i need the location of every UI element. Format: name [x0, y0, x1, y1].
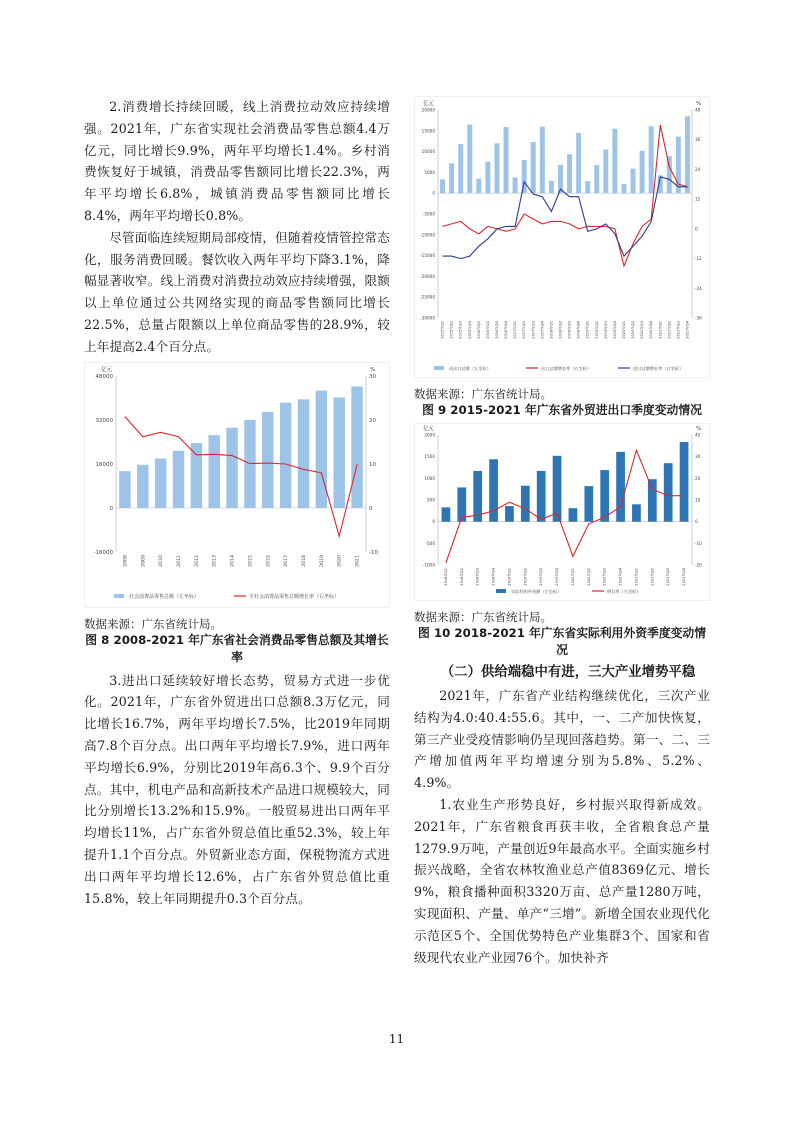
- fig10-x-tick: 2019年Q4: [555, 568, 560, 586]
- fig9-x-tick: 2020年Q4: [649, 321, 654, 339]
- fig10-x-tick: 2020年Q3: [602, 568, 607, 586]
- fig8-x-tick: 2011: [177, 554, 182, 567]
- fig8-x-tick: 2008: [123, 554, 129, 567]
- fig10-x-tick: 2020年Q4: [618, 568, 623, 586]
- fig10-bar: [648, 479, 657, 521]
- fig10-bar: [664, 463, 673, 522]
- fig9-x-tick: 2017年Q4: [540, 321, 545, 339]
- fig9-left-tick: 15000: [421, 128, 435, 134]
- fig9-left-tick: -10000: [420, 232, 435, 238]
- fig10-right-tick: 20: [695, 475, 701, 481]
- fig9-x-tick: 2019年Q2: [594, 321, 599, 339]
- fig10-x-tick: 2019年Q1: [507, 568, 512, 586]
- fig8-left-tick: 0: [109, 505, 113, 512]
- fig9-right-tick: -36: [695, 315, 702, 321]
- figure-9: [414, 96, 710, 382]
- left-column: [84, 96, 390, 909]
- fig8-caption: 图 8 2008-2021 年广东省社会消费品零售总额及其增长率: [85, 632, 389, 664]
- fig10-x-tick: 2018年Q3: [475, 568, 480, 586]
- fig10-left-unit: 亿元: [422, 426, 434, 432]
- fig10-bar: [600, 470, 609, 522]
- paragraph-industry-structure: 2021年，广东省产业结构继续优化，三次产业结构为4.0:40.4:55.6。其中，一、二产加快恢复，第三产业受疫情影响仍呈现回落趋势。第一、二、三产增加值两年平均增速分别为5.8%、5.2%、4.9%。: [414, 688, 710, 791]
- fig10-right-tick: -10: [695, 540, 702, 546]
- fig9-bar: [494, 143, 499, 193]
- fig9-x-tick: 2021年Q2: [667, 321, 672, 339]
- fig8-left-tick: 16000: [95, 461, 113, 468]
- fig10-bar: [505, 506, 514, 522]
- fig10-x-tick: 2018年Q2: [459, 568, 464, 586]
- fig9-source: 数据来源：广东省统计局。: [414, 387, 552, 401]
- fig10-left-tick: 0: [432, 519, 435, 525]
- fig10-left-tick: 500: [427, 497, 435, 503]
- fig9-bar: [667, 156, 672, 193]
- fig9-left-tick: 5000: [424, 169, 435, 175]
- fig10-chart: [414, 423, 710, 601]
- fig9-legend-label: 出口总额增长率（右坐标）: [541, 366, 592, 371]
- fig8-x-tick: 2017: [284, 554, 290, 567]
- fig10-legend-label: 实际利用外资额（左坐标）: [511, 589, 562, 594]
- fig8-legend-swatch: [114, 594, 124, 598]
- fig10-x-tick: 2019年Q3: [539, 568, 544, 586]
- fig9-bar: [504, 127, 509, 193]
- fig9-chart: [414, 96, 710, 378]
- fig8-x-tick: 2013: [212, 554, 218, 567]
- fig10-x-tick: 2019年Q2: [523, 568, 528, 586]
- fig10-bar: [442, 507, 451, 521]
- fig9-x-tick: 2021年Q1: [658, 321, 663, 339]
- fig9-x-tick: 2018年Q3: [567, 321, 572, 339]
- fig9-right-tick: -12: [695, 256, 702, 262]
- fig8-bar: [191, 443, 202, 508]
- paragraph-consumption: 2.消费增长持续回暖，线上消费拉动效应持续增强。2021年，广东省实现社会消费品零售总额4.4万亿元，同比增长9.9%，两年平均增长1.4%。乡村消费恢复好于城镇，消费品零售额同比增长22.3%，两年平均增长6.8%，城镇消费品零售额同比增长8.4%，两年平均增长0.8%。: [84, 99, 390, 223]
- fig8-bar: [155, 458, 166, 508]
- fig10-bar: [584, 486, 593, 522]
- fig8-source: 数据来源：广东省统计局。: [84, 616, 222, 631]
- fig10-bar: [489, 459, 498, 521]
- fig8-x-tick: 2010: [159, 554, 165, 567]
- fig10-x-tick: 2021年Q1: [634, 568, 639, 586]
- fig9-bar: [485, 162, 490, 194]
- fig9-legend-label: 进出口总额（左坐标）: [449, 366, 491, 371]
- fig9-x-tick: 2019年Q4: [612, 321, 617, 339]
- fig9-x-tick: 2020年Q3: [640, 321, 645, 339]
- fig8-right-tick: 20: [369, 417, 376, 424]
- fig10-x-tick: 2020年Q2: [586, 568, 591, 586]
- fig8-right-tick: 0: [369, 505, 373, 512]
- fig8-bar: [209, 435, 220, 508]
- fig9-bar: [467, 125, 472, 194]
- fig8-bar: [262, 412, 273, 508]
- fig9-left-tick: -20000: [420, 273, 435, 279]
- fig10-legend-swatch: [496, 589, 506, 593]
- fig8-bar: [137, 464, 148, 507]
- fig9-left-tick: -30000: [420, 315, 435, 321]
- fig9-x-tick: 2016年Q3: [494, 321, 499, 339]
- fig9-bar: [449, 163, 454, 193]
- fig9-left-tick: 20000: [421, 107, 435, 113]
- fig8-bar: [316, 390, 327, 507]
- fig9-left-tick: -15000: [420, 253, 435, 259]
- fig8-right-tick: 30: [369, 373, 376, 380]
- fig9-bar: [531, 142, 536, 193]
- fig9-left-tick: -25000: [420, 294, 435, 300]
- fig8-right-tick: -10: [369, 549, 378, 556]
- fig10-x-tick: 2021年Q2: [650, 568, 655, 586]
- fig9-x-tick: 2021年Q4: [685, 321, 690, 339]
- paragraph-agriculture: 1.农业生产形势良好，乡村振兴取得新成效。2021年，广东省粮食再获丰收，全省粮食总产量1279.9万吨，产量创近9年最高水平。全面实施乡村振兴战略，全省农林牧渔业总产值8369亿元、增长9%，粮食播种面积3320万亩、总产量1280万吨，实现面积、产量、单产“三增”。新增全国农业现代化示范区5个、全国优势特色产业集群3个、国家和省级现代农业产业园76个。加快补齐: [414, 796, 710, 965]
- fig10-right-tick: 0: [695, 519, 698, 525]
- fig9-bar: [549, 181, 554, 193]
- fig10-source: 数据来源：广东省统计局。: [414, 610, 552, 624]
- fig9-legend-swatch: [434, 366, 444, 370]
- fig9-x-tick: 2016年Q2: [485, 321, 490, 339]
- fig8-chart: [84, 362, 390, 608]
- fig9-x-tick: 2019年Q1: [585, 321, 590, 339]
- fig8-x-tick: 2014: [230, 554, 236, 567]
- fig10-bar: [537, 471, 546, 522]
- fig8-x-tick: 2009: [141, 554, 147, 567]
- fig10-left-tick: 1500: [424, 454, 435, 460]
- fig9-x-tick: 2015年Q3: [458, 321, 463, 339]
- fig8-bar: [298, 399, 309, 508]
- fig10-left-tick: 1000: [424, 475, 435, 481]
- fig9-bar: [649, 126, 654, 193]
- fig9-bar: [540, 127, 545, 194]
- fig8-x-tick: 2016: [266, 554, 272, 567]
- fig10-left-tick: -500: [425, 540, 435, 546]
- fig8-left-tick: -16000: [93, 549, 113, 556]
- fig10-legend-label: 增长率（右坐标）: [607, 589, 641, 594]
- fig10-left-tick: 2000: [424, 432, 435, 438]
- fig8-left-tick: 32000: [95, 417, 113, 424]
- fig9-bar: [603, 150, 608, 194]
- fig9-x-tick: 2018年Q1: [549, 321, 554, 339]
- fig9-x-tick: 2021年Q3: [676, 321, 681, 339]
- fig8-legend-label: 全社会消费品零售总额增长率（右坐标）: [249, 593, 340, 600]
- paragraph-service-consumption: 尽管面临连续短期局部疫情，但随着疫情管控常态化，服务消费回暖。餐饮收入两年平均下降3.1%，降幅显著收窄。线上消费对消费拉动效应持续增强，限额以上单位通过公共网络实现的商品零售额同比增长22.5%，总量占限额以上单位商品零售的28.9%，较上年提高2.4个百分点。: [84, 229, 390, 354]
- fig9-x-tick: 2019年Q3: [603, 321, 608, 339]
- fig9-bar: [576, 133, 581, 193]
- fig9-left-tick: 0: [432, 190, 435, 196]
- fig9-bar: [476, 179, 481, 194]
- fig10-bar: [553, 456, 562, 522]
- fig8-x-tick: 2018: [302, 554, 307, 567]
- fig10-x-tick: 2018年Q4: [491, 568, 496, 586]
- fig10-right-unit: %: [696, 426, 702, 432]
- fig8-bar: [351, 386, 362, 508]
- fig9-right-tick: 12: [695, 196, 701, 202]
- fig9-x-tick: 2016年Q1: [476, 321, 481, 339]
- fig9-bar: [621, 184, 626, 193]
- fig10-bar: [616, 452, 625, 522]
- fig9-x-tick: 2020年Q2: [631, 321, 636, 339]
- fig9-right-unit: %: [696, 101, 702, 107]
- fig9-bar: [458, 144, 463, 193]
- fig8-x-tick: 2021: [355, 554, 361, 567]
- fig8-bar: [226, 427, 237, 507]
- fig8-x-tick: 2015: [248, 554, 254, 567]
- fig9-right-tick: 36: [695, 137, 701, 143]
- fig9-right-tick: 24: [695, 166, 701, 172]
- fig8-right-tick: 10: [369, 461, 376, 468]
- fig8-legend-label: 社会消费品零售总额（左坐标）: [129, 593, 200, 600]
- fig9-x-tick: 2018年Q2: [558, 321, 563, 339]
- fig10-right-tick: -20: [695, 562, 702, 568]
- fig9-bar: [631, 169, 636, 194]
- fig10-caption: 图 10 2018-2021 年广东省实际利用外资季度变动情况: [417, 626, 707, 657]
- fig9-bar: [685, 116, 690, 193]
- fig10-left-tick: -1000: [422, 562, 435, 568]
- fig9-left-tick: -5000: [422, 211, 435, 217]
- fig9-caption: 图 9 2015-2021 年广东省外贸进出口季度变动情况: [422, 403, 702, 417]
- right-column: [414, 96, 710, 968]
- fig9-right-tick: 48: [695, 107, 701, 113]
- fig9-x-tick: 2017年Q3: [531, 321, 536, 339]
- fig9-legend-label: 进口总额增长率（右坐标）: [633, 366, 684, 371]
- fig8-bar: [280, 402, 291, 507]
- fig9-bar: [640, 151, 645, 193]
- fig10-bar: [632, 504, 641, 521]
- fig9-x-tick: 2015年Q1: [440, 321, 445, 339]
- fig9-left-unit: 亿元: [422, 101, 434, 107]
- paragraph-trade: 3.进出口延续较好增长态势，贸易方式进一步优化。2021年，广东省外贸进出口总额8.3万亿元，同比增长16.7%，两年平均增长7.5%，比2019年同期高7.8个百分点。出口两年平均增长7.9%，进口两年平均增长6.9%，分别比2019年高6.3个、9.9个百分点。其中，机电产品和高新技术产品进口规模较大，同比分别增长13.2%和15.9%。一般贸易进出口两年平均增长11%，占广东省外贸总值比重52.3%，较上年提升1.1个百分点。外贸新业态方面，保税物流方式进出口两年平均增长12.6%，占广东省外贸总值比重15.8%，较上年同期提升0.3个百分点。: [84, 672, 390, 906]
- page-number: 11: [388, 1032, 405, 1046]
- fig9-x-tick: 2015年Q4: [467, 321, 472, 339]
- fig9-x-tick: 2018年Q4: [576, 321, 581, 339]
- fig9-left-tick: 10000: [421, 149, 435, 155]
- figure-8: [84, 362, 390, 612]
- fig8-left-unit: 亿元: [100, 366, 112, 373]
- fig9-bar: [567, 154, 572, 193]
- fig8-x-tick: 2020: [337, 554, 343, 567]
- fig9-bar: [440, 179, 445, 193]
- fig10-bar: [680, 442, 689, 522]
- fig9-x-tick: 2017年Q2: [522, 321, 527, 339]
- fig10-x-tick: 2021年Q3: [666, 568, 671, 586]
- fig8-bar: [119, 471, 130, 508]
- section-title: （二）供给端稳中有进，三大产业增势平稳: [440, 665, 696, 680]
- fig10-x-tick: 2021年Q4: [682, 568, 687, 586]
- fig8-bar: [173, 450, 184, 507]
- fig8-bar: [334, 397, 345, 508]
- fig8-x-tick: 2019: [319, 554, 325, 567]
- fig9-bar: [612, 129, 617, 193]
- fig10-bar: [569, 508, 578, 521]
- fig9-right-tick: 0: [695, 226, 698, 232]
- fig9-right-tick: -24: [695, 285, 702, 291]
- fig10-x-tick: 2020年Q1: [570, 568, 575, 586]
- fig10-right-tick: 30: [695, 454, 701, 460]
- fig8-right-unit: %: [370, 366, 376, 373]
- fig9-bar: [594, 165, 599, 193]
- fig9-x-tick: 2020年Q1: [621, 321, 626, 339]
- fig8-left-tick: 48000: [95, 373, 113, 380]
- fig10-right-tick: 40: [695, 432, 701, 438]
- fig10-right-tick: 10: [695, 497, 701, 503]
- fig9-bar: [513, 177, 518, 193]
- fig9-x-tick: 2017年Q1: [513, 321, 518, 339]
- fig10-x-tick: 2018年Q1: [443, 568, 448, 586]
- figure-10: [414, 423, 710, 605]
- fig9-bar: [585, 181, 590, 193]
- fig9-x-tick: 2016年Q4: [504, 321, 509, 339]
- fig10-bar: [521, 486, 530, 522]
- fig9-x-tick: 2015年Q2: [449, 321, 454, 339]
- fig8-x-tick: 2012: [194, 554, 200, 567]
